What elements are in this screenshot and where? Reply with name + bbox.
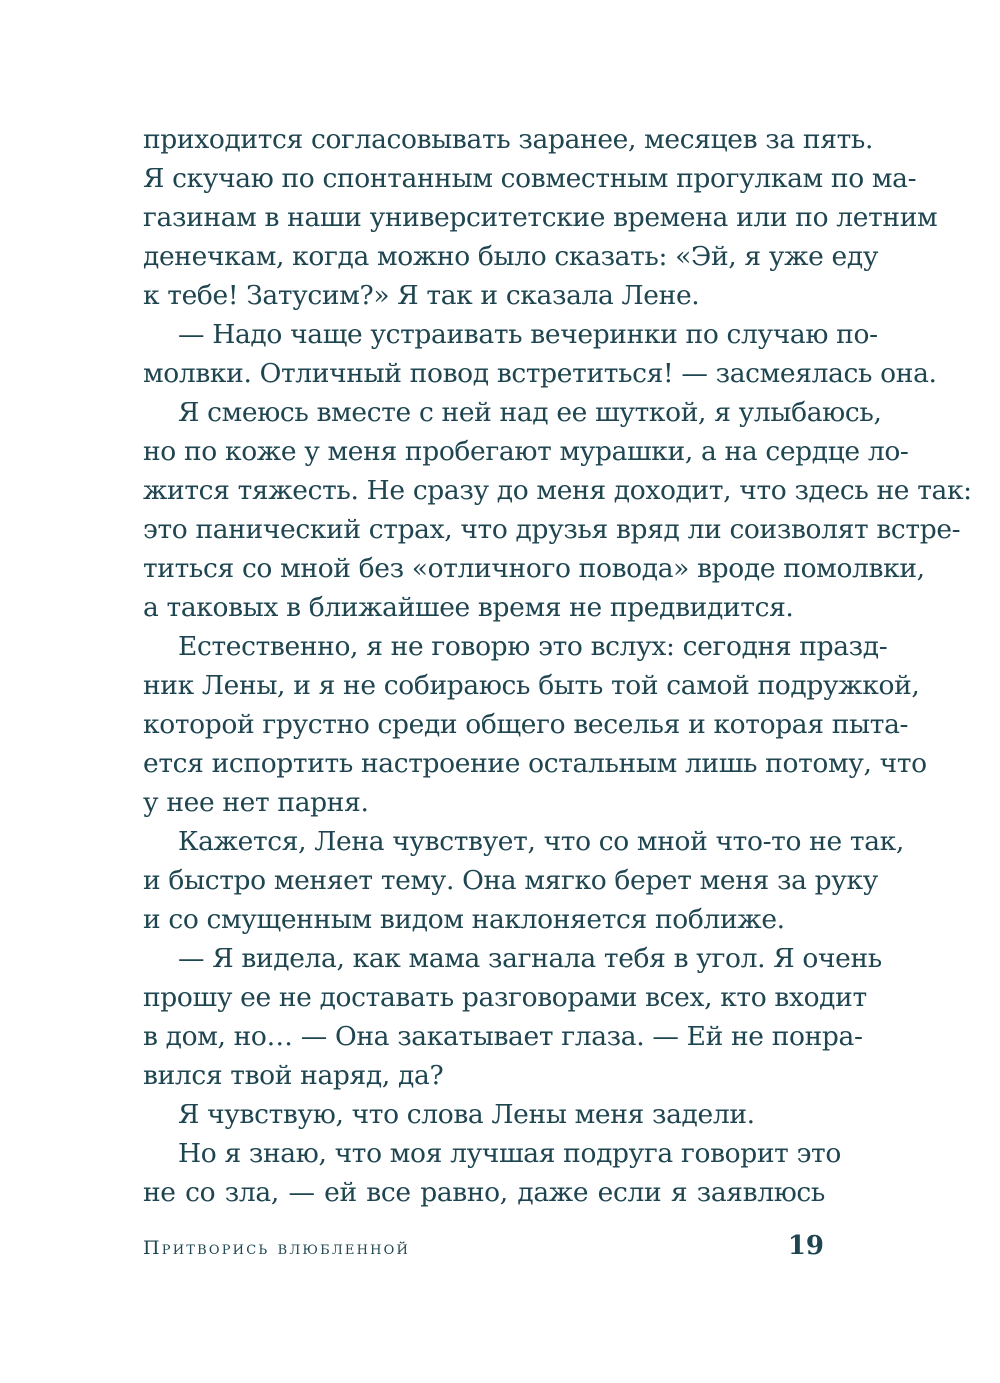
- text-line: в дом, но… — Она закатывает глаза. — Ей не понра-: [143, 1021, 863, 1052]
- text-line: жится тяжесть. Не сразу до меня доходит, что здесь не так:: [143, 475, 972, 506]
- text-line: молвки. Отличный повод встретиться! — засмеялась она.: [143, 358, 937, 389]
- text-line: вился твой наряд, да?: [143, 1060, 444, 1091]
- text-line: не со зла, — ей все равно, даже если я заявлюсь: [143, 1177, 825, 1208]
- text-line: ник Лены, и я не собираюсь быть той самой подружкой,: [143, 670, 920, 701]
- text-line: Я смеюсь вместе с ней над ее шуткой, я улыбаюсь,: [178, 397, 882, 428]
- text-line: денечкам, когда можно было сказать: «Эй, я уже еду: [143, 241, 879, 272]
- text-line: газинам в наши университетские времена или по летним: [143, 202, 938, 233]
- text-line: Я чувствую, что слова Лены меня задели.: [178, 1099, 755, 1130]
- text-line: — Я видела, как мама загнала тебя в угол. Я очень: [178, 943, 882, 974]
- text-line: — Надо чаще устраивать вечеринки по случаю по-: [178, 319, 878, 350]
- running-footer-book-title: Притворись влюбленной: [143, 1237, 411, 1259]
- text-line: Я скучаю по спонтанным совместным прогулкам по ма-: [143, 163, 917, 194]
- text-line: а таковых в ближайшее время не предвидится.: [143, 592, 794, 623]
- text-line: Естественно, я не говорю это вслух: сегодня празд-: [178, 631, 888, 662]
- text-line: но по коже у меня пробегают мурашки, а на сердце ло-: [143, 436, 909, 467]
- page-number: 19: [787, 1231, 824, 1261]
- text-line: ется испортить настроение остальным лишь потому, что: [143, 748, 927, 779]
- text-line: это панический страх, что друзья вряд ли соизволят встре-: [143, 514, 961, 545]
- text-line: приходится согласовывать заранее, месяцев за пять.: [143, 124, 874, 155]
- text-line: которой грустно среди общего веселья и которая пыта-: [143, 709, 909, 740]
- text-line: Кажется, Лена чувствует, что со мной что-то не так,: [178, 826, 904, 857]
- text-line: к тебе! Затусим?» Я так и сказала Лене.: [143, 280, 700, 311]
- text-line: и со смущенным видом наклоняется поближе.: [143, 904, 785, 935]
- text-line: и быстро меняет тему. Она мягко берет меня за руку: [143, 865, 878, 896]
- text-line: Но я знаю, что моя лучшая подруга говорит это: [178, 1138, 841, 1169]
- text-line: прошу ее не доставать разговорами всех, кто входит: [143, 982, 867, 1013]
- text-line: у нее нет парня.: [143, 787, 369, 818]
- text-line: титься со мной без «отличного повода» вроде помолвки,: [143, 553, 925, 584]
